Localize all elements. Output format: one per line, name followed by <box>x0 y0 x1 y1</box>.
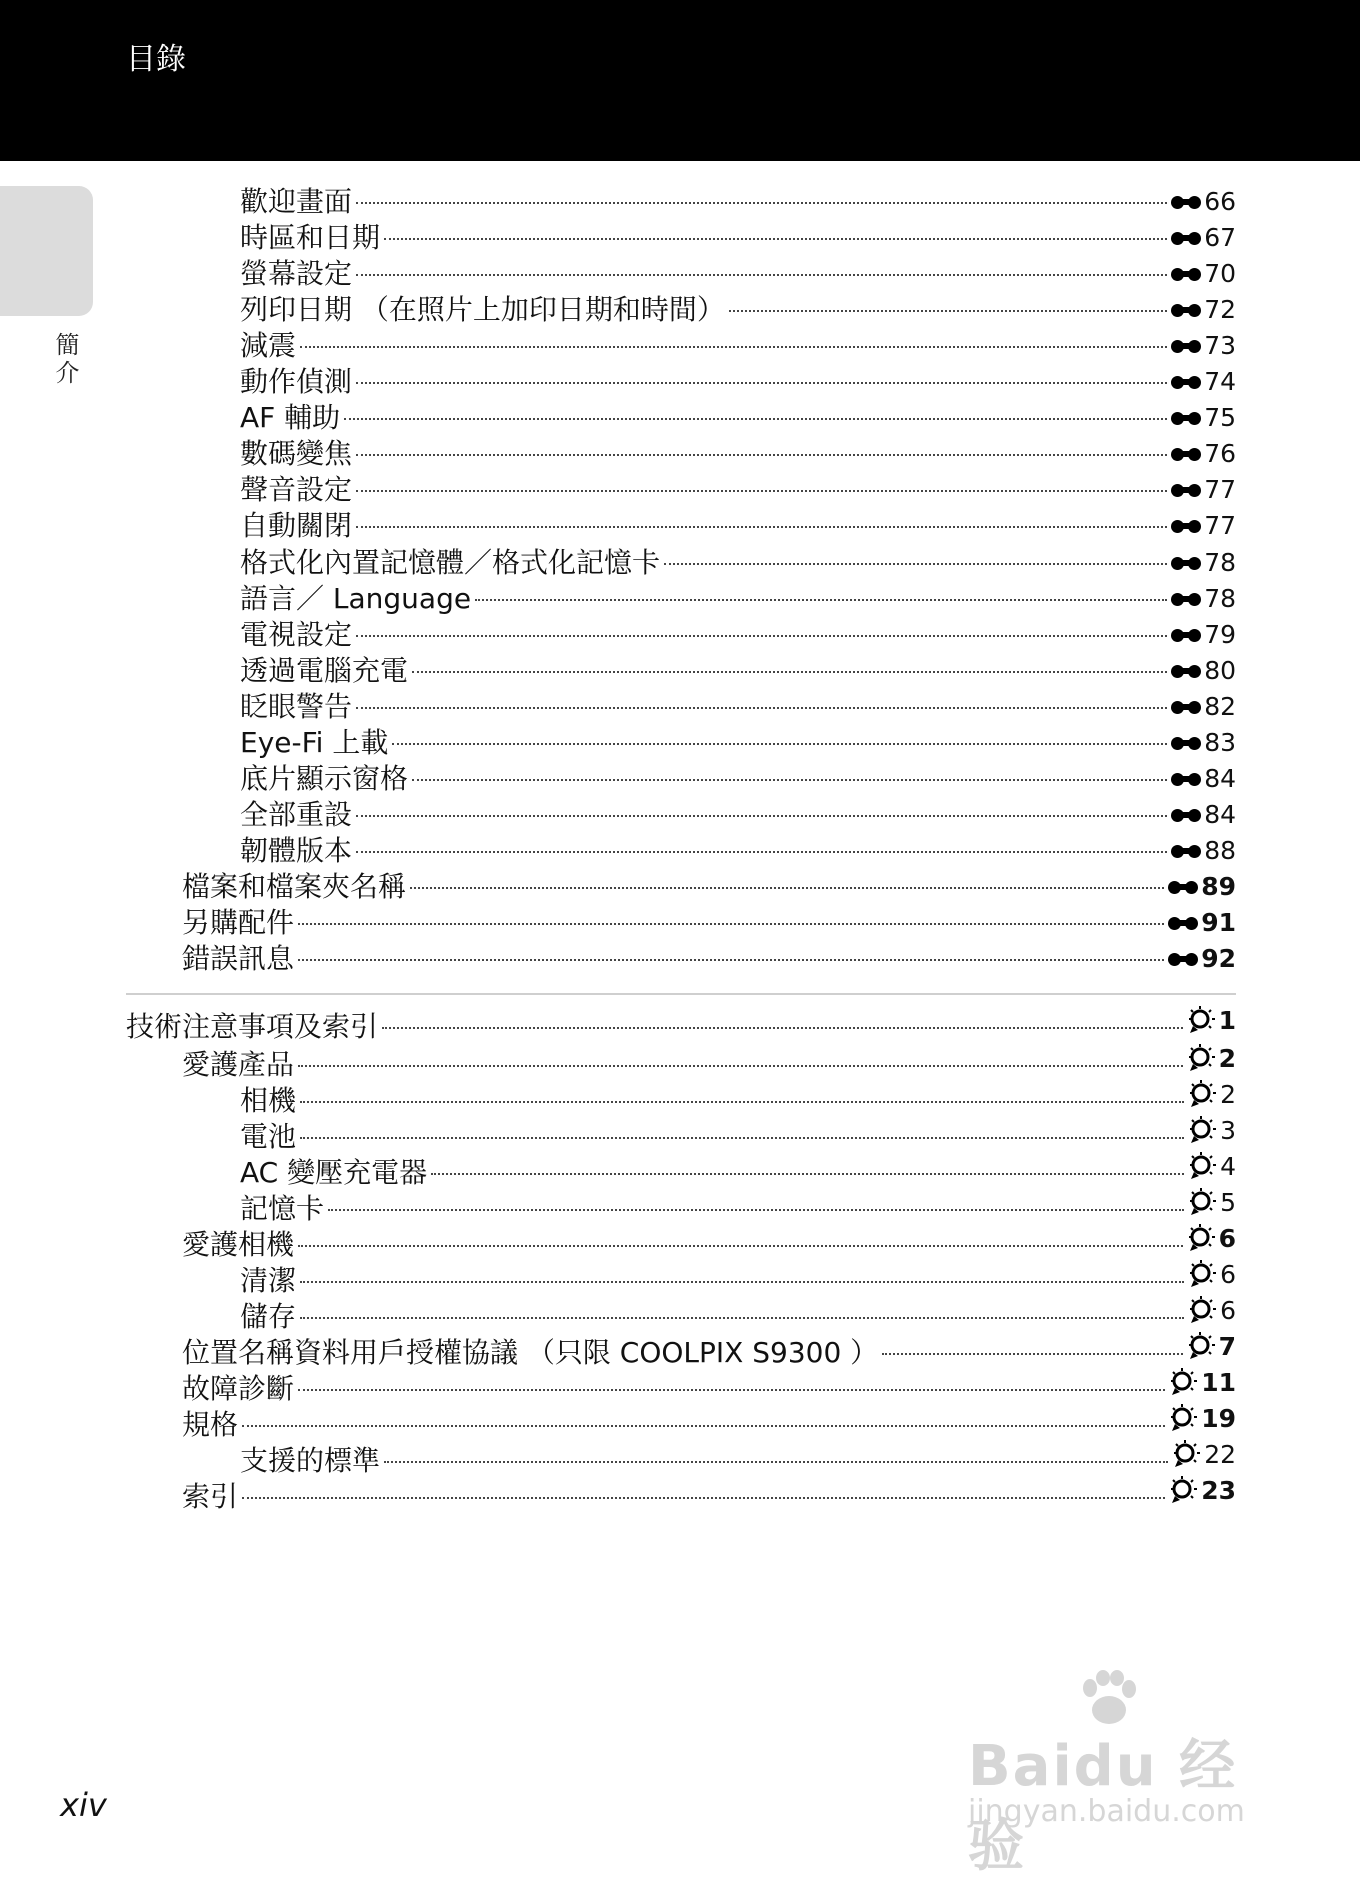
toc-page-ref <box>1171 508 1236 544</box>
toc-page-ref <box>1187 1329 1236 1365</box>
toc-page-ref <box>1171 797 1236 833</box>
toc-page-ref <box>1171 761 1236 797</box>
toc-page-ref <box>1171 328 1236 364</box>
toc-page-ref <box>1171 545 1236 581</box>
toc-entry[interactable] <box>240 292 1236 328</box>
watermark-url-text: jingyan.baidu.com <box>968 1794 1245 1829</box>
reference-section-icon <box>1171 662 1203 680</box>
toc-entry[interactable] <box>240 508 1236 544</box>
toc-page-ref <box>1171 400 1236 436</box>
reference-section-icon <box>1171 337 1203 355</box>
toc-entry-title: 清潔 <box>240 1264 297 1297</box>
dot-leader <box>356 202 1167 204</box>
toc-entry[interactable] <box>240 545 1236 581</box>
dot-leader <box>356 526 1167 528</box>
dot-leader <box>384 1461 1168 1463</box>
toc-page-ref <box>1171 725 1236 761</box>
toc-entry-title: 數碼變焦 <box>240 437 353 470</box>
toc-page-number: 3 <box>1220 1116 1236 1145</box>
toc-page-number: 67 <box>1204 223 1236 252</box>
toc-entry[interactable] <box>240 1437 1236 1477</box>
toc-entry[interactable] <box>182 905 1236 941</box>
toc-page-ref <box>1188 1185 1236 1221</box>
toc-entry[interactable] <box>240 184 1236 220</box>
toc-entry[interactable] <box>182 1221 1236 1261</box>
toc-page-number: 75 <box>1204 403 1236 432</box>
dot-leader <box>356 490 1167 492</box>
reference-section-icon <box>1171 193 1203 211</box>
dot-leader <box>882 1353 1182 1355</box>
toc-page-ref <box>1171 833 1236 869</box>
toc-entry[interactable] <box>240 364 1236 400</box>
dot-leader <box>300 346 1167 348</box>
technical-notes-icon <box>1188 1188 1218 1218</box>
reference-section-icon <box>1171 590 1203 608</box>
toc-page-ref <box>1168 941 1236 977</box>
toc-entry[interactable] <box>240 797 1236 833</box>
reference-section-icon <box>1168 950 1200 968</box>
toc-page-number: 4 <box>1220 1152 1236 1181</box>
page-title: 目錄 <box>126 42 186 77</box>
toc-page-number: 23 <box>1201 1476 1236 1505</box>
toc-page-number: 76 <box>1204 439 1236 468</box>
dot-leader <box>242 1497 1165 1499</box>
technical-notes-icon <box>1187 1044 1217 1074</box>
dot-leader <box>298 923 1164 925</box>
toc-page-number: 88 <box>1204 836 1236 865</box>
technical-notes-icon <box>1187 1332 1217 1362</box>
toc-entry-title: 檔案和檔案夾名稱 <box>182 870 407 903</box>
toc-entry-title: 自動關閉 <box>240 509 353 542</box>
technical-notes-icon <box>1188 1152 1218 1182</box>
toc-entry[interactable] <box>182 869 1236 905</box>
dot-leader <box>356 382 1167 384</box>
toc-entry-title: 格式化內置記憶體／格式化記憶卡 <box>240 546 661 579</box>
dot-leader <box>412 779 1167 781</box>
technical-notes-icon <box>1188 1116 1218 1146</box>
toc-page-ref <box>1188 1149 1236 1185</box>
toc-entry-title: 索引 <box>182 1480 239 1513</box>
reference-section-icon <box>1168 878 1200 896</box>
toc-entry[interactable] <box>240 725 1236 761</box>
toc-entry[interactable] <box>240 833 1236 869</box>
reference-section-icon <box>1171 373 1203 391</box>
dot-leader <box>298 959 1164 961</box>
toc-page-number: 83 <box>1204 728 1236 757</box>
toc-entry-title: 語言／ Language <box>240 582 472 615</box>
dot-leader <box>300 1317 1184 1319</box>
technical-notes-icon <box>1169 1404 1199 1434</box>
toc-entry[interactable] <box>240 1149 1236 1189</box>
toc-entry-title: 韌體版本 <box>240 834 353 867</box>
paw-logo-icon <box>1078 1670 1138 1726</box>
reference-section-icon <box>1171 409 1203 427</box>
toc-entry-title: 支援的標準 <box>240 1444 381 1477</box>
toc-entry[interactable] <box>240 472 1236 508</box>
toc-entry-title: 歡迎畫面 <box>240 185 353 218</box>
dot-leader <box>412 671 1167 673</box>
toc-page-ref <box>1188 1113 1236 1149</box>
toc-page-ref <box>1171 364 1236 400</box>
toc-page-number: 77 <box>1204 475 1236 504</box>
reference-section-icon <box>1171 842 1203 860</box>
dot-leader <box>475 599 1167 601</box>
dot-leader <box>298 1389 1165 1391</box>
page-number: xiv <box>60 1786 107 1824</box>
technical-notes-icon <box>1187 1224 1217 1254</box>
toc-entry[interactable] <box>182 941 1236 977</box>
reference-section-icon <box>1171 301 1203 319</box>
toc-entry-title: 技術注意事項及索引 <box>126 1010 379 1043</box>
dot-leader <box>431 1173 1184 1175</box>
page-header <box>0 0 1360 161</box>
dot-leader <box>242 1425 1165 1427</box>
dot-leader <box>328 1209 1184 1211</box>
toc-page-ref <box>1171 653 1236 689</box>
dot-leader <box>664 563 1167 565</box>
toc-entry[interactable] <box>240 1293 1236 1333</box>
toc-page-number: 78 <box>1204 548 1236 577</box>
toc-entry-title: 時區和日期 <box>240 221 381 254</box>
toc-entry-title: 電視設定 <box>240 618 353 651</box>
toc-page-number: 19 <box>1201 1404 1236 1433</box>
toc-page-number: 77 <box>1204 511 1236 540</box>
toc-page-ref <box>1188 1077 1236 1113</box>
toc-page-number: 74 <box>1204 367 1236 396</box>
toc-page-ref <box>1188 1257 1236 1293</box>
toc-entry[interactable] <box>182 1041 1236 1081</box>
toc-page-ref <box>1169 1473 1236 1509</box>
toc-entry-title: 規格 <box>182 1408 239 1441</box>
dot-leader <box>356 851 1167 853</box>
dot-leader <box>356 707 1167 709</box>
toc-page-number: 6 <box>1220 1260 1236 1289</box>
toc-page-number: 22 <box>1204 1440 1236 1469</box>
reference-section-icon <box>1171 265 1203 283</box>
toc-entry-title: 另購配件 <box>182 906 295 939</box>
dot-leader <box>344 418 1167 420</box>
toc-page-number: 92 <box>1201 944 1236 973</box>
toc-entry[interactable] <box>182 1365 1236 1405</box>
technical-notes-icon <box>1172 1440 1202 1470</box>
toc-entry-title: Eye-Fi 上載 <box>240 726 389 759</box>
toc-entry-title: 電池 <box>240 1120 297 1153</box>
toc-page-number: 84 <box>1204 800 1236 829</box>
section-tab-label: 簡介 <box>51 332 79 388</box>
technical-notes-icon <box>1188 1296 1218 1326</box>
watermark-main-text: Baidu 经验 <box>968 1734 1238 1879</box>
reference-section-icon <box>1171 481 1203 499</box>
toc-entry-title: 透過電腦充電 <box>240 654 409 687</box>
toc-page-ref <box>1168 869 1236 905</box>
reference-section-icon <box>1171 698 1203 716</box>
watermark <box>968 1670 1288 1879</box>
toc-entry-title: 列印日期 （在照片上加印日期和時間） <box>240 293 725 326</box>
toc-page-number: 6 <box>1218 1224 1236 1253</box>
toc-page-ref <box>1187 1221 1236 1257</box>
toc-page-number: 80 <box>1204 656 1236 685</box>
toc-entry[interactable] <box>240 256 1236 292</box>
toc-entry-title: 眨眼警告 <box>240 690 353 723</box>
section-tab <box>0 186 93 316</box>
toc-entry[interactable] <box>240 1113 1236 1153</box>
toc-entry[interactable] <box>240 220 1236 256</box>
toc-page-ref <box>1169 1401 1236 1437</box>
reference-section-icon <box>1171 445 1203 463</box>
reference-section-icon <box>1168 914 1200 932</box>
toc-page-ref <box>1171 220 1236 256</box>
dot-leader <box>300 1101 1184 1103</box>
technical-notes-icon <box>1169 1476 1199 1506</box>
toc-page-number: 89 <box>1201 872 1236 901</box>
toc-entry-title: 位置名稱資料用戶授權協議 （只限 COOLPIX S9300 ） <box>182 1336 879 1369</box>
toc-page-number: 70 <box>1204 259 1236 288</box>
toc-page-number: 73 <box>1204 331 1236 360</box>
toc-page-number: 72 <box>1204 295 1236 324</box>
toc-page-number: 78 <box>1204 584 1236 613</box>
dot-leader <box>356 454 1167 456</box>
toc-page-number: 11 <box>1201 1368 1236 1397</box>
toc-page-number: 79 <box>1204 620 1236 649</box>
toc-entry-title: 愛護相機 <box>182 1228 295 1261</box>
dot-leader <box>300 1137 1184 1139</box>
toc-entry-title: 錯誤訊息 <box>182 942 295 975</box>
toc-entry-title: 減震 <box>240 329 297 362</box>
toc-entry-title: 相機 <box>240 1084 297 1117</box>
reference-section-icon <box>1171 554 1203 572</box>
toc-page-ref <box>1187 1003 1236 1039</box>
toc-entry-title: AC 變壓充電器 <box>240 1156 428 1189</box>
toc-entry[interactable] <box>240 653 1236 689</box>
toc-page-number: 84 <box>1204 764 1236 793</box>
toc-page-ref <box>1188 1293 1236 1329</box>
toc-entry[interactable] <box>240 1257 1236 1297</box>
toc-page-number: 91 <box>1201 908 1236 937</box>
toc-entry[interactable] <box>240 689 1236 725</box>
toc-page-ref <box>1171 184 1236 220</box>
toc-entry-title: AF 輔助 <box>240 401 341 434</box>
toc-page-number: 2 <box>1218 1044 1236 1073</box>
toc-page-ref <box>1171 292 1236 328</box>
toc-entry[interactable] <box>182 1401 1236 1441</box>
toc-entry[interactable] <box>182 1473 1236 1513</box>
toc-entry-title: 儲存 <box>240 1300 297 1333</box>
toc-entry-title: 聲音設定 <box>240 473 353 506</box>
toc-page-ref <box>1171 472 1236 508</box>
toc-page-ref <box>1171 436 1236 472</box>
toc-entry[interactable] <box>126 1003 1236 1043</box>
toc-entry-title: 動作偵測 <box>240 365 353 398</box>
toc-entry[interactable] <box>240 761 1236 797</box>
toc-page-ref <box>1171 689 1236 725</box>
toc-entry[interactable] <box>240 1077 1236 1117</box>
toc-entry[interactable] <box>240 1185 1236 1225</box>
toc-page-number: 1 <box>1218 1006 1236 1035</box>
reference-section-icon <box>1171 806 1203 824</box>
reference-section-icon <box>1171 626 1203 644</box>
technical-notes-icon <box>1169 1368 1199 1398</box>
dot-leader <box>384 238 1167 240</box>
toc-page-ref <box>1169 1365 1236 1401</box>
dot-leader <box>392 743 1167 745</box>
toc-page-number: 2 <box>1220 1080 1236 1109</box>
toc-entry[interactable] <box>240 328 1236 364</box>
toc-page-number: 7 <box>1218 1332 1236 1361</box>
section-divider <box>126 993 1236 995</box>
toc-entry-title: 螢幕設定 <box>240 257 353 290</box>
dot-leader <box>356 635 1167 637</box>
dot-leader <box>298 1065 1183 1067</box>
toc-entry[interactable] <box>240 617 1236 653</box>
reference-section-icon <box>1171 229 1203 247</box>
dot-leader <box>410 887 1164 889</box>
reference-section-icon <box>1171 734 1203 752</box>
reference-section-icon <box>1171 517 1203 535</box>
toc-page-ref <box>1168 905 1236 941</box>
toc-page-ref <box>1171 256 1236 292</box>
toc-page-ref <box>1187 1041 1236 1077</box>
toc-page-ref <box>1171 617 1236 653</box>
toc-entry-title: 全部重設 <box>240 798 353 831</box>
toc-entry[interactable] <box>240 581 1236 617</box>
toc-page-number: 66 <box>1204 187 1236 216</box>
toc-page-number: 5 <box>1220 1188 1236 1217</box>
dot-leader <box>300 1281 1184 1283</box>
technical-notes-icon <box>1187 1006 1217 1036</box>
toc-entry-title: 故障診斷 <box>182 1372 295 1405</box>
toc-entry[interactable] <box>240 400 1236 436</box>
toc-entry-title: 愛護產品 <box>182 1048 295 1081</box>
toc-entry-title: 底片顯示窗格 <box>240 762 409 795</box>
technical-notes-icon <box>1188 1260 1218 1290</box>
toc-entry[interactable] <box>240 436 1236 472</box>
toc-page-number: 6 <box>1220 1296 1236 1325</box>
dot-leader <box>298 1245 1183 1247</box>
reference-section-icon <box>1171 770 1203 788</box>
dot-leader <box>382 1027 1183 1029</box>
dot-leader <box>356 815 1167 817</box>
dot-leader <box>356 274 1167 276</box>
toc-page-ref <box>1172 1437 1236 1473</box>
technical-notes-icon <box>1188 1080 1218 1110</box>
dot-leader <box>729 310 1167 312</box>
toc-page-number: 82 <box>1204 692 1236 721</box>
toc-entry-title: 記憶卡 <box>240 1192 325 1225</box>
toc-page-ref <box>1171 581 1236 617</box>
toc-entry[interactable] <box>182 1329 1236 1369</box>
